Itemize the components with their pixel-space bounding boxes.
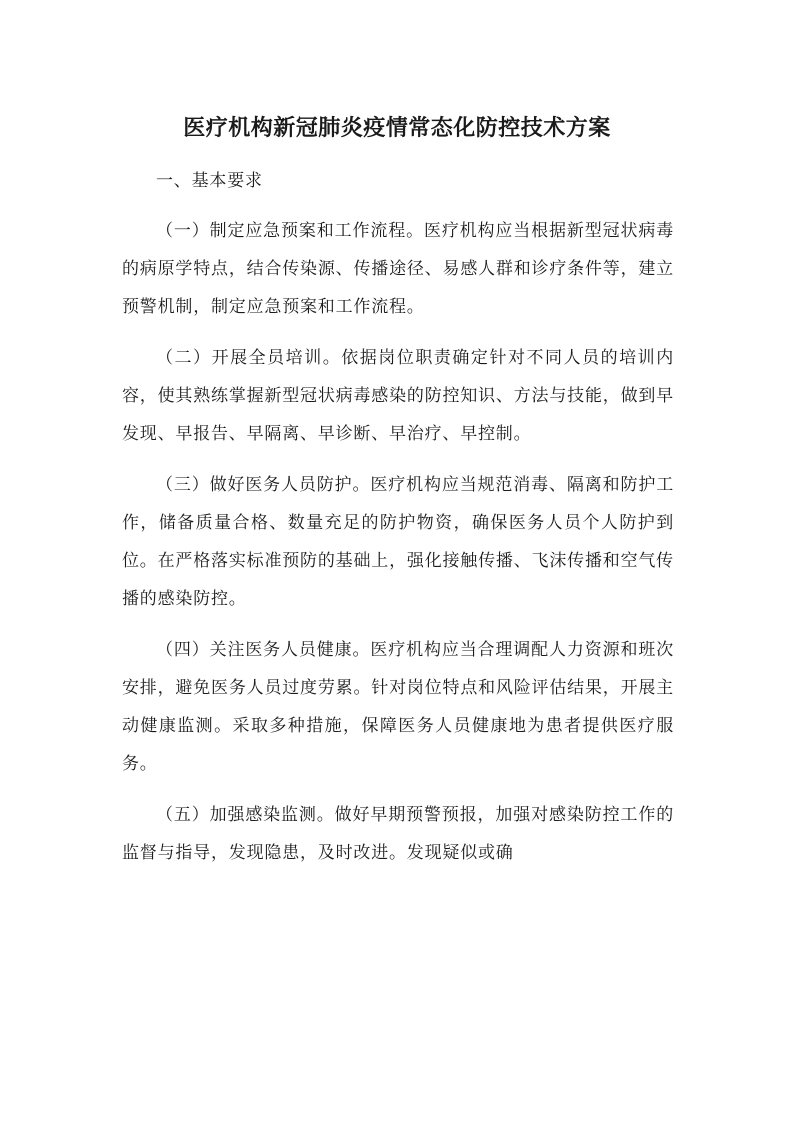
paragraph-staff-protection: （三）做好医务人员防护。医疗机构应当规范消毒、隔离和防护工作，储备质量合格、数量充足的防护物资，确保医务人员个人防护到位。在严格落实标准预防的基础上，强化接触传播、飞沫传播和空气传播的感染防控。 xyxy=(122,475,674,609)
paragraph-staff-training: （二）开展全员培训。依据岗位职责确定针对不同人员的培训内容，使其熟练掌握新型冠状病毒感染的防控知识、方法与技能，做到早发现、早报告、早隔离、早诊断、早治疗、早控制。 xyxy=(122,348,674,444)
document-body xyxy=(122,162,674,885)
paragraph-staff-health: （四）关注医务人员健康。医疗机构应当合理调配人力资源和班次安排，避免医务人员过度劳累。针对岗位特点和风险评估结果，开展主动健康监测。采取多种措施，保障医务人员健康地为患者提供医疗服务。 xyxy=(122,640,674,774)
paragraph-emergency-plan: （一）制定应急预案和工作流程。医疗机构应当根据新型冠状病毒的病原学特点，结合传染源、传播途径、易感人群和诊疗条件等，建立预警机制，制定应急预案和工作流程。 xyxy=(122,221,674,317)
paragraph-infection-monitoring: （五）加强感染监测。做好早期预警预报，加强对感染防控工作的监督与指导，发现隐患，及时改进。发现疑似或确 xyxy=(122,805,674,863)
section-heading: 一、基本要求 xyxy=(156,171,263,191)
document-title: 医疗机构新冠肺炎疫情常态化防控技术方案 xyxy=(183,115,611,141)
